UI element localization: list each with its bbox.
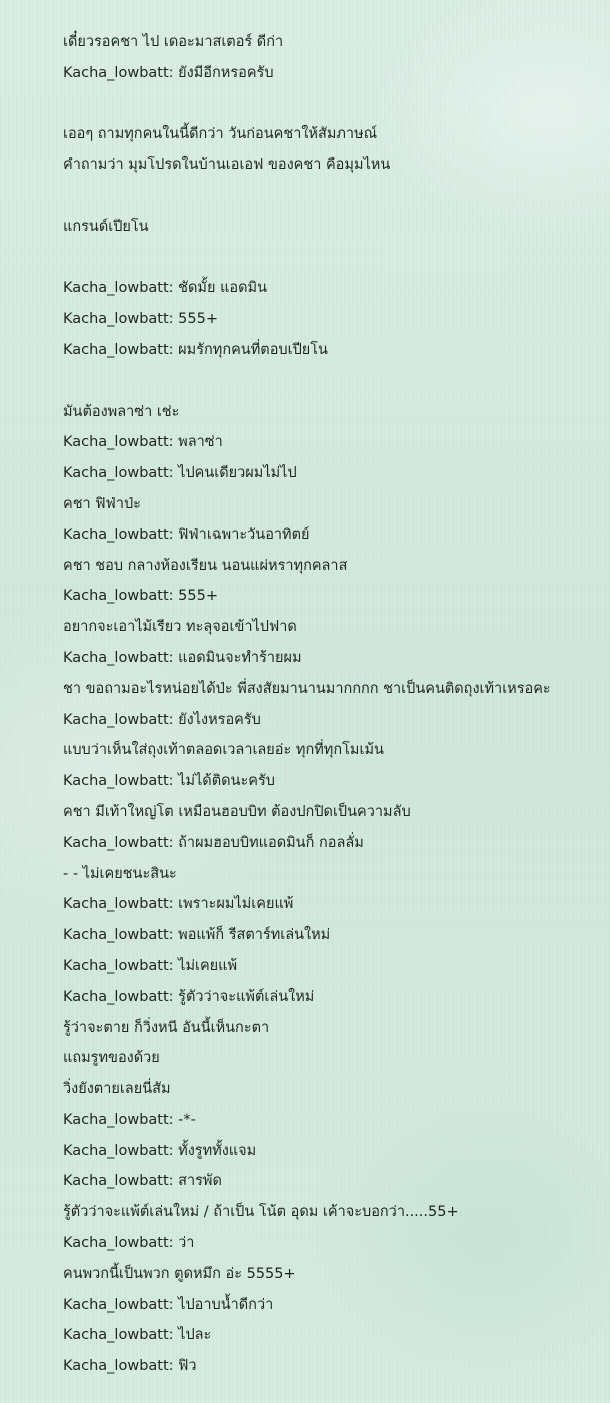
transcript-line: Kacha_lowbatt: ผมรักทุกคนที่ตอบเปียโน	[63, 341, 328, 358]
transcript-line: รู้ว่าจะตาย ก็วิ่งหนี อันนี้เห็นกะตา	[63, 1019, 270, 1036]
transcript-line: อยากจะเอาไม้เรียว ทะลุจอเข้าไปฟาด	[63, 619, 297, 636]
transcript-line: ชา ขอถามอะไรหน่อยได้ป่ะ พี่สงสัยมานานมากกกก ชาเป็นคนติดถุงเท้าเหรอคะ	[63, 680, 551, 697]
transcript-line: Kacha_lowbatt: ยังไงหรอครับ	[63, 711, 261, 728]
transcript-line: Kacha_lowbatt: เพราะผมไม่เคยแพ้	[63, 896, 294, 913]
transcript-line: คนพวกนี้เป็นพวก ตูดหมึก อ่ะ 5555+	[63, 1265, 296, 1282]
transcript-line: Kacha_lowbatt: ฟิฟ่าเฉพาะวันอาทิตย์	[63, 526, 310, 543]
transcript-line: Kacha_lowbatt: ทั้งรูททั้งแจม	[63, 1142, 257, 1159]
blank-line	[63, 366, 603, 397]
transcript-line: Kacha_lowbatt: ไม่เคยแพ้	[63, 957, 238, 974]
transcript-line: มันต้องพลาซ่า เช่ะ	[63, 403, 180, 420]
blank-line	[63, 89, 603, 120]
transcript-line: Kacha_lowbatt: พลาซ่า	[63, 434, 223, 451]
transcript-line: Kacha_lowbatt: ไปอาบน้ำดีกว่า	[63, 1296, 274, 1313]
blank-line	[63, 243, 603, 274]
transcript-line: แกรนด์เปียโน	[63, 218, 149, 235]
transcript-line: แบบว่าเห็นใส่ถุงเท้าตลอดเวลาเลยอ่ะ ทุกที่ทุกโมเม้น	[63, 742, 384, 759]
transcript-line: เดี๋ยวรอคชา ไป เดอะมาสเตอร์ ดีก่า	[63, 34, 284, 50]
transcript-line: คชา มีเท้าใหญ่โต เหมือนฮอบบิท ต้องปกปิดเป็นความลับ	[63, 803, 411, 820]
transcript-line: เออๆ ถามทุกคนในนี้ดีกว่า วันก่อนคชาให้สัมภาษณ์	[63, 126, 378, 143]
transcript-line: Kacha_lowbatt: ไปคนเดียวผมไม่ไป	[63, 465, 297, 482]
transcript-line: - - ไม่เคยชนะสินะ	[63, 865, 177, 882]
transcript-line: Kacha_lowbatt: พอแพ้ก็ รีสตาร์ทเล่นใหม่	[63, 927, 331, 944]
transcript-line: Kacha_lowbatt: -*-	[63, 1111, 196, 1128]
transcript-line: วิ่งยังตายเลยนี่สัม	[63, 1081, 171, 1098]
transcript-line: รู้ตัวว่าจะแพ้ต์เล่นใหม่ / ถ้าเป็น โน้ต อุดม เค้าจะบอกว่า.....55+	[63, 1204, 459, 1221]
transcript-line: Kacha_lowbatt: สารพัด	[63, 1173, 222, 1190]
transcript-line: คชา ฟิฟ่าป่ะ	[63, 495, 141, 512]
transcript-line: Kacha_lowbatt: แอดมินจะทำร้ายผม	[63, 649, 302, 666]
transcript-line: Kacha_lowbatt: 555+	[63, 311, 218, 328]
transcript-line: Kacha_lowbatt: ว่า	[63, 1235, 195, 1252]
transcript-line: Kacha_lowbatt: ชัดมั้ย แอดมิน	[63, 280, 268, 297]
blank-line	[63, 181, 603, 212]
transcript-line: คำถามว่า มุมโปรดในบ้านเอเอฟ ของคชา คือมุมไหน	[63, 157, 391, 174]
transcript-line: Kacha_lowbatt: รู้ตัวว่าจะแพ้ต์เล่นใหม่	[63, 988, 315, 1005]
transcript-line: Kacha_lowbatt: ฟิว	[63, 1358, 197, 1375]
transcript-line: คชา ชอบ กลางห้องเรียน นอนแผ่หราทุกคลาส	[63, 557, 348, 574]
transcript-line: Kacha_lowbatt: 555+	[63, 588, 218, 605]
transcript-line: Kacha_lowbatt: ยังมีอีกหรอครับ	[63, 64, 274, 81]
transcript-line: Kacha_lowbatt: ไม่ได้ติดนะครับ	[63, 773, 275, 790]
transcript-line: Kacha_lowbatt: ถ้าผมฮอบบิทแอดมินก็ กอลลั่ม	[63, 834, 364, 851]
transcript-line: แถมรูทของด้วย	[63, 1050, 160, 1067]
transcript-line: Kacha_lowbatt: ไปละ	[63, 1327, 212, 1344]
chat-transcript	[63, 27, 603, 1382]
